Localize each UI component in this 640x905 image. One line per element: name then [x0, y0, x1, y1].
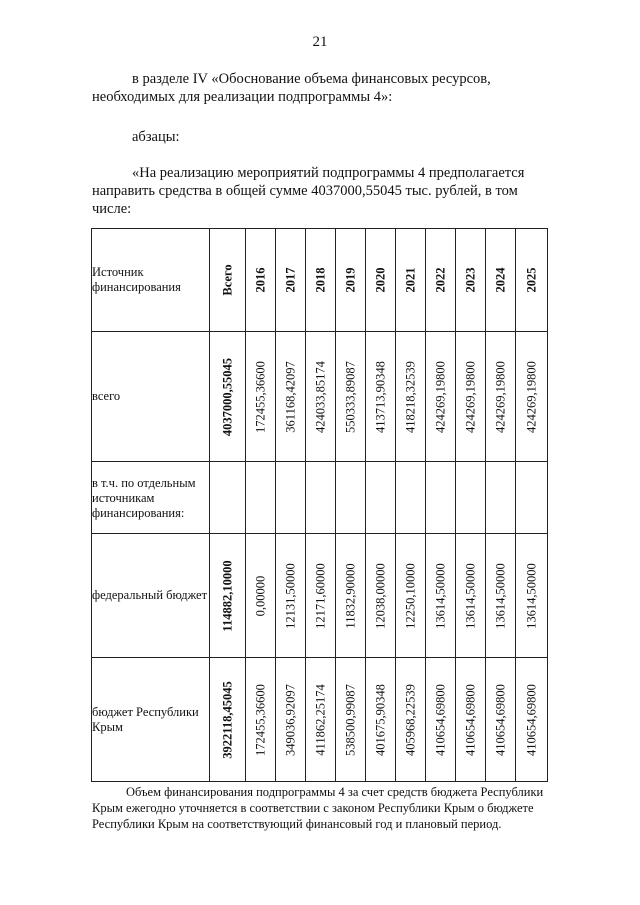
value-cell	[246, 534, 276, 658]
header-total	[210, 229, 246, 332]
cell-value: 550333,89087	[343, 360, 357, 433]
cell-value: 405968,22539	[403, 683, 417, 756]
cell-value: 538500,99087	[343, 683, 357, 756]
value-cell	[456, 658, 486, 782]
value-cell	[396, 534, 426, 658]
cell-value: 424033,85174	[313, 360, 327, 433]
row-label: в т.ч. по отдельным источникам финансирования:	[92, 462, 210, 534]
header-cell-text: 2018	[313, 267, 327, 293]
cell-value: 13614,50000	[433, 562, 447, 629]
cell-value: 410654,69800	[463, 683, 477, 756]
header-year	[456, 229, 486, 332]
row-label: всего	[92, 332, 210, 462]
empty-cell	[396, 462, 426, 534]
row-label: бюджет Республики Крым	[92, 658, 210, 782]
page-number: 21	[312, 34, 328, 50]
header-year	[366, 229, 396, 332]
empty-cell	[210, 462, 246, 534]
row-label: федеральный бюджет	[92, 534, 210, 658]
value-cell	[336, 534, 366, 658]
footer-line: Республики Крым на соответствующий финансовый год и плановый период.	[92, 817, 502, 831]
header-cell-text: 2024	[493, 267, 507, 293]
value-cell	[486, 332, 516, 462]
cell-value: 13614,50000	[493, 562, 507, 629]
cell-value: 410654,69800	[524, 683, 538, 756]
header-year	[336, 229, 366, 332]
footer-line: Объем финансирования подпрограммы 4 за счет средств бюджета Республики	[126, 785, 544, 799]
empty-cell	[276, 462, 306, 534]
header-source-label: Источник финансирования	[92, 229, 210, 332]
footer-paragraph	[92, 784, 558, 832]
value-cell	[276, 332, 306, 462]
paragraph-line: числе:	[92, 201, 132, 217]
value-cell	[396, 332, 426, 462]
cell-value: 418218,32539	[403, 360, 417, 433]
paragraph-line: «На реализацию мероприятий подпрограммы 4 предполагается	[132, 165, 525, 181]
value-cell	[366, 658, 396, 782]
header-year	[246, 229, 276, 332]
cell-value: 0,00000	[253, 575, 267, 616]
cell-value: 12131,50000	[283, 562, 297, 629]
value-cell	[516, 658, 548, 782]
empty-cell	[486, 462, 516, 534]
table-row-subheader	[92, 462, 548, 534]
paragraphs-label: абзацы:	[132, 129, 180, 145]
cell-value: 410654,69800	[433, 683, 447, 756]
header-cell-text: Всего	[220, 264, 234, 296]
empty-cell	[366, 462, 396, 534]
header-year	[516, 229, 548, 332]
cell-value: 349036,92097	[283, 683, 297, 756]
value-cell	[210, 332, 246, 462]
value-cell	[336, 332, 366, 462]
value-cell	[366, 534, 396, 658]
value-cell	[426, 658, 456, 782]
value-cell	[396, 658, 426, 782]
value-cell	[426, 332, 456, 462]
value-cell	[486, 534, 516, 658]
empty-cell	[516, 462, 548, 534]
cell-value: 172455,36600	[253, 683, 267, 756]
header-cell-text: 2020	[373, 267, 387, 293]
value-cell	[456, 534, 486, 658]
header-cell-text: 2016	[253, 267, 267, 293]
empty-cell	[306, 462, 336, 534]
table-row-crimea-budget	[92, 658, 548, 782]
cell-value: 413713,90348	[373, 360, 387, 433]
value-cell	[306, 658, 336, 782]
value-cell	[276, 534, 306, 658]
value-cell	[336, 658, 366, 782]
cell-value: 424269,19800	[463, 360, 477, 433]
value-cell	[366, 332, 396, 462]
cell-value: 12038,00000	[373, 562, 387, 629]
cell-value: 4037000,55045	[220, 357, 234, 436]
header-year	[426, 229, 456, 332]
header-cell-text: 2025	[524, 267, 538, 293]
empty-cell	[456, 462, 486, 534]
paragraph-line: направить средства в общей сумме 4037000,55045 тыс. рублей, в том	[92, 183, 518, 199]
cell-value: 12171,60000	[313, 562, 327, 629]
table-row-total	[92, 332, 548, 462]
cell-value: 3922118,45045	[220, 680, 234, 759]
cell-value: 12250,10000	[403, 562, 417, 629]
value-cell	[246, 332, 276, 462]
empty-cell	[336, 462, 366, 534]
value-cell	[486, 658, 516, 782]
header-cell-text: 2019	[343, 267, 357, 293]
value-cell	[210, 658, 246, 782]
value-cell	[306, 534, 336, 658]
cell-value: 411862,25174	[313, 683, 327, 756]
cell-value: 424269,19800	[433, 360, 447, 433]
value-cell	[210, 534, 246, 658]
header-year	[276, 229, 306, 332]
value-cell	[426, 534, 456, 658]
cell-value: 424269,19800	[493, 360, 507, 433]
cell-value: 172455,36600	[253, 360, 267, 433]
cell-value: 401675,90348	[373, 683, 387, 756]
value-cell	[246, 658, 276, 782]
value-cell	[516, 332, 548, 462]
header-year	[486, 229, 516, 332]
value-cell	[456, 332, 486, 462]
header-cell-text: 2023	[463, 267, 477, 293]
value-cell	[276, 658, 306, 782]
table-header-row	[92, 229, 548, 332]
header-year	[396, 229, 426, 332]
empty-cell	[246, 462, 276, 534]
header-year	[306, 229, 336, 332]
paragraph-line: необходимых для реализации подпрограммы 4»:	[92, 89, 393, 105]
paragraph-line: в разделе IV «Обоснование объема финансовых ресурсов,	[132, 71, 491, 87]
value-cell	[516, 534, 548, 658]
value-cell	[306, 332, 336, 462]
header-cell-text: 2022	[433, 267, 447, 293]
cell-value: 114882,10000	[220, 559, 234, 632]
cell-value: 424269,19800	[524, 360, 538, 433]
cell-value: 410654,69800	[493, 683, 507, 756]
cell-value: 13614,50000	[463, 562, 477, 629]
cell-value: 361168,42097	[283, 360, 297, 433]
cell-value: 13614,50000	[524, 562, 538, 629]
footer-line: Крым ежегодно уточняется в соответствии с законом Республики Крым о бюджете	[92, 801, 534, 815]
section-reference-paragraph	[92, 70, 558, 106]
header-cell-text: 2017	[283, 267, 297, 293]
funding-intro-paragraph	[92, 164, 558, 218]
cell-value: 11832,90000	[343, 562, 357, 629]
empty-cell	[426, 462, 456, 534]
funding-table	[91, 228, 548, 782]
header-cell-text: 2021	[403, 267, 417, 293]
table-row-federal	[92, 534, 548, 658]
